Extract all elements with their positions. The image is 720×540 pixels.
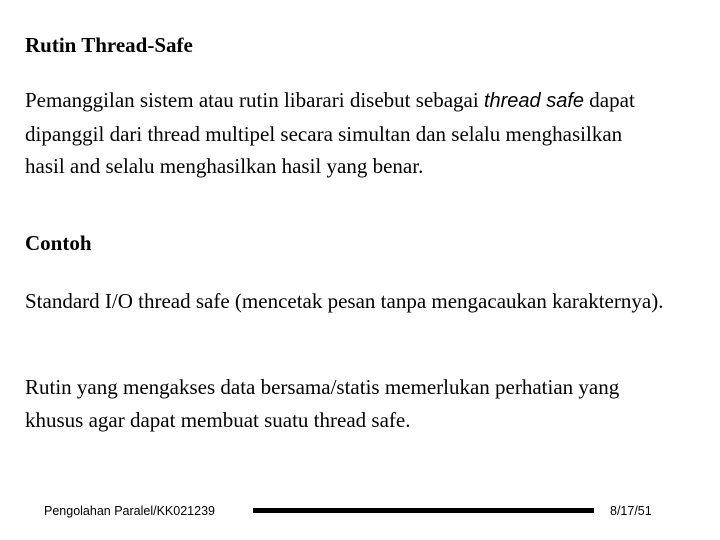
- slide-title: Rutin Thread-Safe: [25, 33, 193, 57]
- intro-paragraph: [25, 84, 665, 183]
- footer-date: 8/17/51: [610, 504, 652, 518]
- example-heading: Contoh: [25, 231, 92, 255]
- example-paragraph-1: Standard I/O thread safe (mencetak pesan tanpa mengacaukan karakternya).: [25, 289, 664, 313]
- intro-text-before: Pemanggilan sistem atau rutin libarari disebut sebagai: [25, 88, 484, 112]
- intro-term: thread safe: [483, 90, 585, 112]
- footer-course-label: Pengolahan Paralel/KK021239: [44, 504, 215, 518]
- example-paragraph-2: Rutin yang mengakses data bersama/statis memerlukan perhatian yang khusus agar dapat membuat suatu thread safe.: [25, 375, 620, 432]
- intro-text-after: dapat dipanggil dari thread multipel secara simultan dan selalu menghasilkan hasil and selalu menghasilkan hasil yang benar.: [25, 88, 635, 178]
- footer-divider: [253, 508, 594, 513]
- slide-footer: [0, 502, 720, 520]
